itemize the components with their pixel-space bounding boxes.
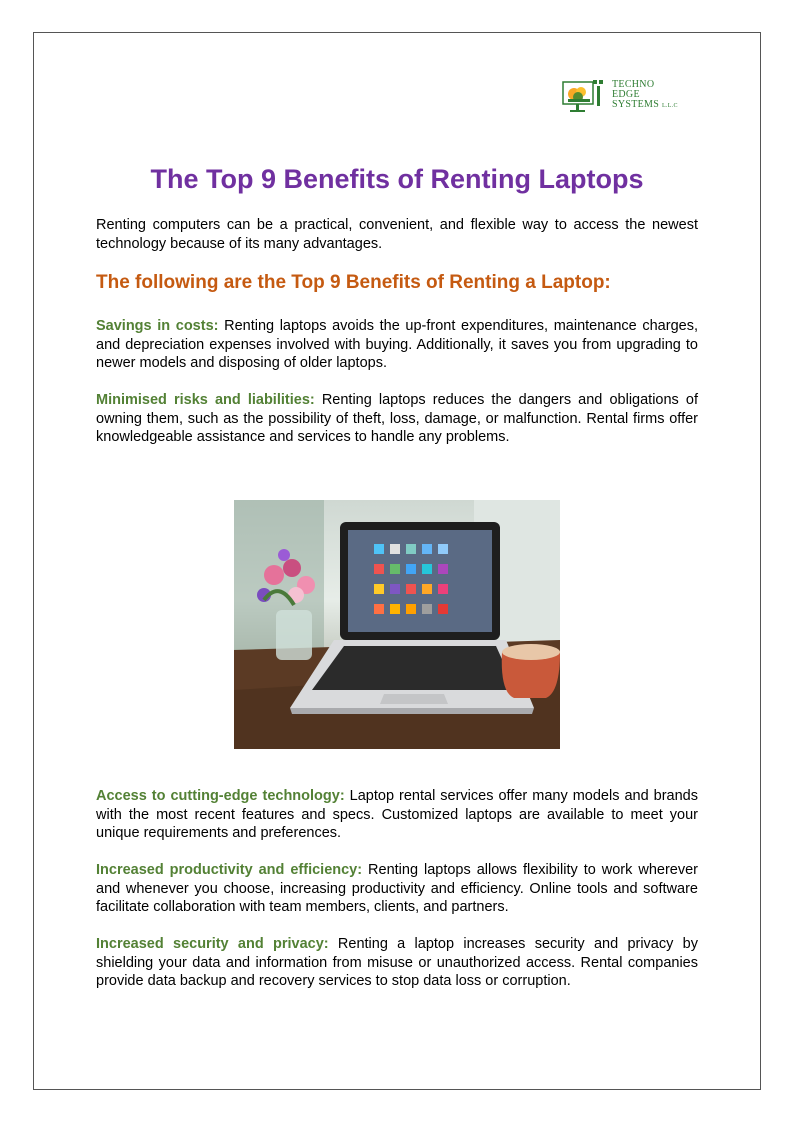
section-heading: The following are the Top 9 Benefits of Renting a Laptop:	[96, 272, 611, 293]
benefit-paragraph-savings	[96, 317, 698, 373]
company-logo-icon	[562, 80, 610, 114]
laptop-illustration	[234, 500, 560, 749]
benefit-paragraph-risks	[96, 391, 698, 447]
benefit-paragraph-security	[96, 935, 698, 991]
logo-line-2: EDGE	[612, 89, 640, 100]
benefit-lead: Savings in costs:	[96, 318, 219, 334]
benefit-lead: Access to cutting-edge technology:	[96, 788, 345, 804]
benefit-text: Renting a laptop increases security and privacy by shielding your data and information from misuse or unauthorized access. Rental companies provide data backup and recovery services to stop data loss or corruption.	[96, 936, 698, 989]
laptop-photo	[234, 500, 560, 749]
benefit-text: Renting laptops avoids the up-front expenditures, maintenance charges, and depreciation expenses involved with buying. Additionally, it saves you from upgrading to newer models and disposing of older laptops.	[96, 318, 698, 371]
benefit-paragraph-productivity	[96, 861, 698, 917]
logo-line-3: SYSTEMS	[612, 99, 660, 110]
benefit-lead: Increased productivity and efficiency:	[96, 862, 363, 878]
benefit-lead: Increased security and privacy:	[96, 936, 329, 952]
company-logo	[562, 80, 702, 116]
benefit-text: Renting laptops allows flexibility to work wherever and whenever you choose, increasing productivity and efficiency. Online tools and software facilitate collaboration with team members, clients, and partners.	[96, 862, 698, 915]
company-logo-text	[612, 80, 678, 111]
logo-suffix: L.L.C	[661, 103, 678, 109]
benefit-lead: Minimised risks and liabilities:	[96, 392, 315, 408]
intro-paragraph: Renting computers can be a practical, convenient, and flexible way to access the newest technology because of its many advantages.	[96, 217, 698, 252]
benefit-paragraph-technology	[96, 787, 698, 843]
page-title: The Top 9 Benefits of Renting Laptops	[150, 164, 644, 194]
benefit-text: Laptop rental services offer many models and brands with the most recent features and specs. Customized laptops are available to meet your unique requirements and preferences.	[96, 788, 698, 841]
logo-line-1: TECHNO	[612, 79, 655, 90]
benefit-text: Renting laptops reduces the dangers and obligations of owning them, such as the possibility of theft, loss, damage, or malfunction. Rental firms offer knowledgeable assistance and services to handle any problems.	[96, 392, 698, 445]
